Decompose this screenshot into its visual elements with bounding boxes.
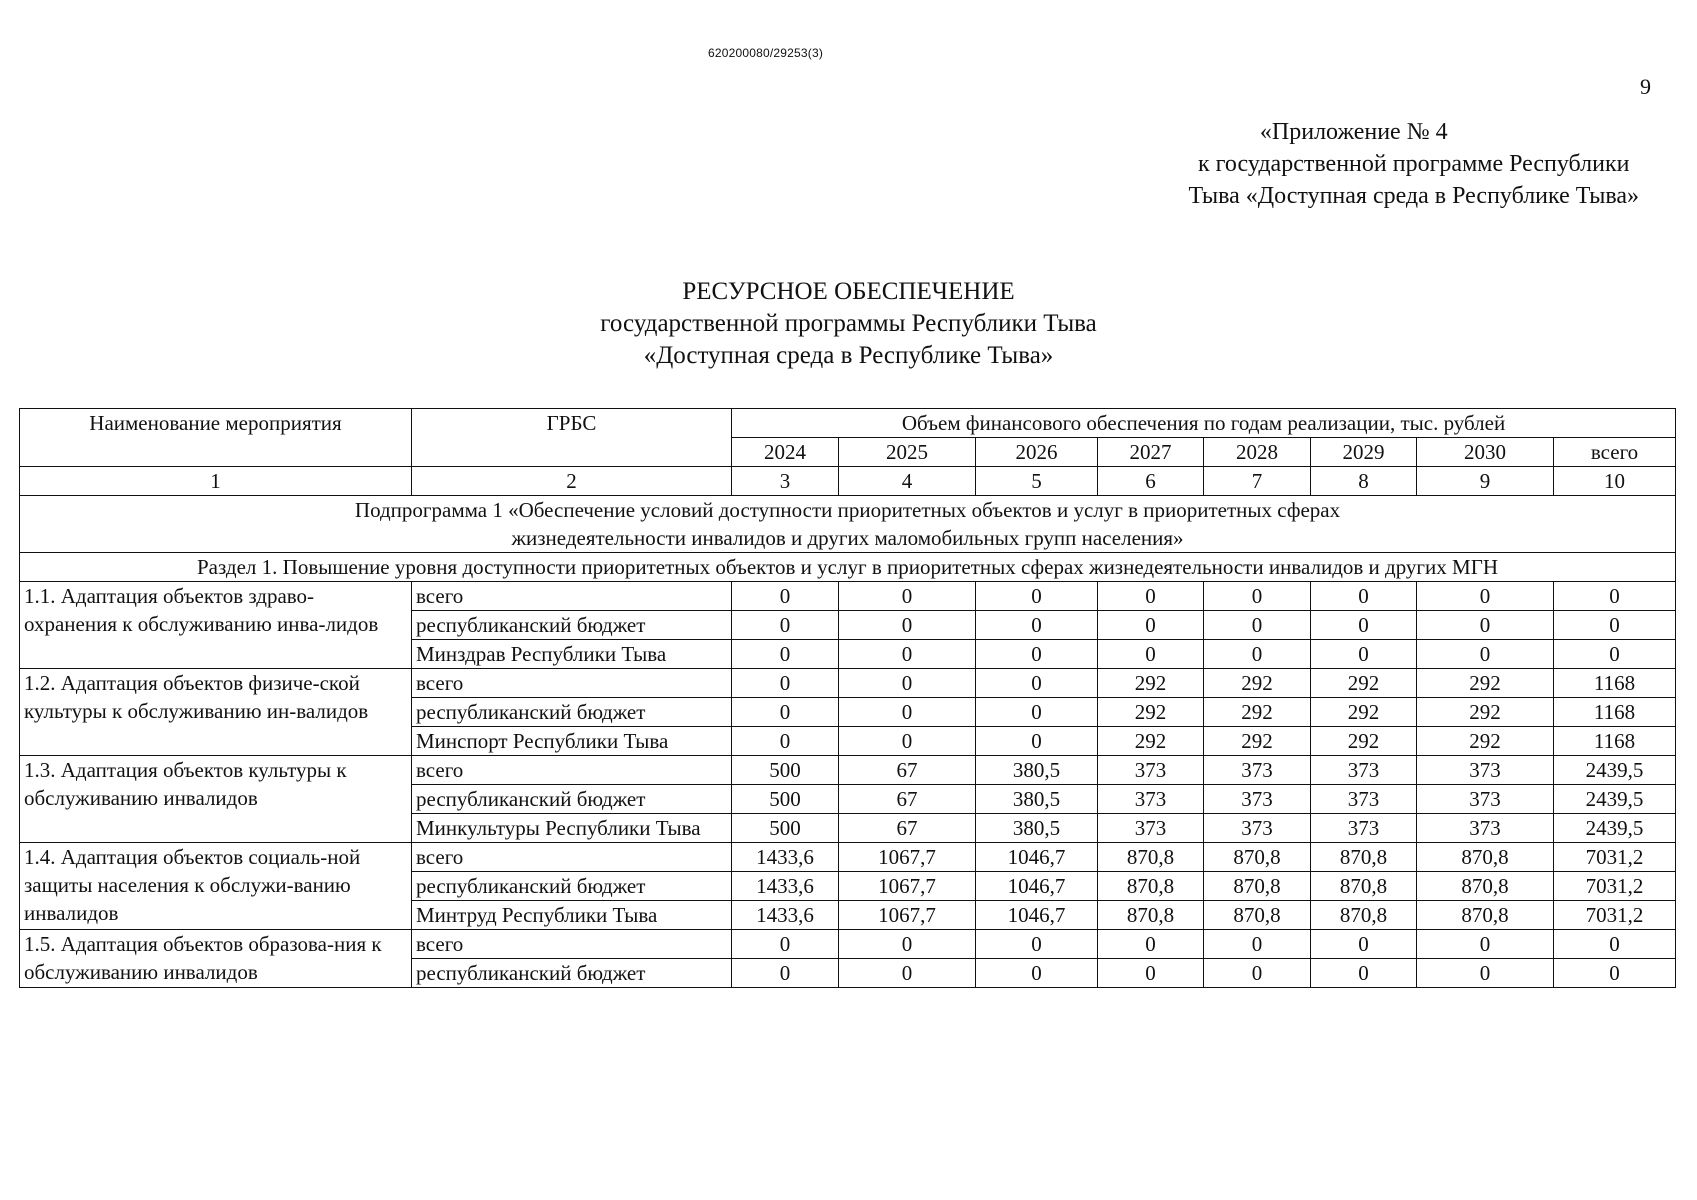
value-cell: 1046,7 (976, 901, 1098, 930)
value-cell: 292 (1311, 727, 1417, 756)
value-cell: 292 (1098, 727, 1204, 756)
document-title (0, 276, 1697, 372)
table-row (20, 582, 1676, 611)
value-cell: 0 (732, 727, 839, 756)
value-cell: 292 (1417, 698, 1554, 727)
title-line-2: государственной программы Республики Тыва (600, 310, 1097, 337)
value-cell: 292 (1311, 669, 1417, 698)
value-cell: 2439,5 (1554, 814, 1676, 843)
header-grbs: ГРБС (412, 409, 732, 467)
value-cell: 870,8 (1311, 872, 1417, 901)
grbs-cell: всего (412, 930, 732, 959)
table-row (20, 843, 1676, 872)
activity-name: 1.2. Адаптация объектов физиче-ской культуры к обслуживанию ин-валидов (20, 669, 412, 756)
value-cell: 0 (1417, 611, 1554, 640)
header-year: 2025 (839, 438, 976, 467)
grbs-cell: всего (412, 756, 732, 785)
value-cell: 1433,6 (732, 872, 839, 901)
header-year: всего (1554, 438, 1676, 467)
value-cell: 0 (1204, 611, 1311, 640)
value-cell: 500 (732, 756, 839, 785)
header-year: 2028 (1204, 438, 1311, 467)
column-number: 3 (732, 467, 839, 496)
value-cell: 2439,5 (1554, 785, 1676, 814)
value-cell: 0 (1098, 959, 1204, 988)
value-cell: 373 (1098, 814, 1204, 843)
value-cell: 0 (732, 582, 839, 611)
value-cell: 0 (1417, 582, 1554, 611)
grbs-cell: всего (412, 669, 732, 698)
appendix-line-2: к государственной программе Республики (1198, 151, 1630, 177)
value-cell: 373 (1311, 814, 1417, 843)
page-number: 9 (1640, 74, 1651, 99)
value-cell: 1433,6 (732, 843, 839, 872)
value-cell: 0 (1204, 582, 1311, 611)
value-cell: 0 (839, 959, 976, 988)
subprogram-row (20, 496, 1676, 553)
value-cell: 373 (1204, 785, 1311, 814)
value-cell: 500 (732, 814, 839, 843)
value-cell: 373 (1417, 756, 1554, 785)
value-cell: 373 (1098, 785, 1204, 814)
value-cell: 292 (1204, 698, 1311, 727)
title-line-1: РЕСУРСНОЕ ОБЕСПЕЧЕНИЕ (682, 278, 1015, 305)
header-year: 2027 (1098, 438, 1204, 467)
grbs-cell: республиканский бюджет (412, 872, 732, 901)
header-name: Наименование мероприятия (20, 409, 412, 467)
activity-name: 1.4. Адаптация объектов социаль-ной защиты населения к обслужи-ванию инвалидов (20, 843, 412, 930)
value-cell: 1168 (1554, 669, 1676, 698)
value-cell: 870,8 (1098, 901, 1204, 930)
value-cell: 1067,7 (839, 901, 976, 930)
grbs-cell: всего (412, 582, 732, 611)
value-cell: 373 (1311, 785, 1417, 814)
value-cell: 0 (839, 640, 976, 669)
value-cell: 0 (976, 930, 1098, 959)
value-cell: 0 (839, 698, 976, 727)
value-cell: 870,8 (1417, 843, 1554, 872)
value-cell: 7031,2 (1554, 843, 1676, 872)
header-year: 2030 (1417, 438, 1554, 467)
value-cell: 1168 (1554, 698, 1676, 727)
value-cell: 870,8 (1204, 872, 1311, 901)
value-cell: 0 (976, 640, 1098, 669)
value-cell: 7031,2 (1554, 872, 1676, 901)
value-cell: 0 (839, 727, 976, 756)
grbs-cell: Минздрав Республики Тыва (412, 640, 732, 669)
value-cell: 1168 (1554, 727, 1676, 756)
value-cell: 380,5 (976, 756, 1098, 785)
title-line-3: «Доступная среда в Республике Тыва» (643, 342, 1054, 369)
column-number: 6 (1098, 467, 1204, 496)
value-cell: 0 (1554, 930, 1676, 959)
value-cell: 0 (1311, 930, 1417, 959)
value-cell: 1067,7 (839, 872, 976, 901)
table-row (20, 930, 1676, 959)
grbs-cell: республиканский бюджет (412, 785, 732, 814)
value-cell: 0 (839, 930, 976, 959)
value-cell: 0 (732, 698, 839, 727)
value-cell: 373 (1311, 756, 1417, 785)
column-number: 5 (976, 467, 1098, 496)
value-cell: 67 (839, 814, 976, 843)
grbs-cell: Минспорт Республики Тыва (412, 727, 732, 756)
value-cell: 0 (976, 959, 1098, 988)
value-cell: 0 (1417, 930, 1554, 959)
header-volume: Объем финансового обеспечения по годам реализации, тыс. рублей (732, 409, 1676, 438)
value-cell: 292 (1204, 727, 1311, 756)
value-cell: 1046,7 (976, 843, 1098, 872)
value-cell: 292 (1098, 698, 1204, 727)
value-cell: 0 (1204, 959, 1311, 988)
value-cell: 373 (1417, 814, 1554, 843)
grbs-cell: всего (412, 843, 732, 872)
section-title: Раздел 1. Повышение уровня доступности приоритетных объектов и услуг в приоритетных сферах жизнедеятельности инвалидов и других МГН (20, 553, 1676, 582)
activity-name: 1.1. Адаптация объектов здраво-охранения к обслуживанию инва-лидов (20, 582, 412, 669)
appendix-line-3: Тыва «Доступная среда в Республике Тыва» (1188, 183, 1639, 209)
value-cell: 373 (1204, 756, 1311, 785)
value-cell: 0 (1554, 959, 1676, 988)
header-year: 2024 (732, 438, 839, 467)
grbs-cell: республиканский бюджет (412, 611, 732, 640)
table-row (20, 669, 1676, 698)
value-cell: 870,8 (1417, 872, 1554, 901)
grbs-cell: республиканский бюджет (412, 959, 732, 988)
column-number: 1 (20, 467, 412, 496)
value-cell: 0 (1311, 640, 1417, 669)
header-column-numbers-row (20, 467, 1676, 496)
activity-name: 1.5. Адаптация объектов образова-ния к обслуживанию инвалидов (20, 930, 412, 988)
value-cell: 0 (1098, 582, 1204, 611)
value-cell: 0 (1311, 611, 1417, 640)
value-cell: 292 (1311, 698, 1417, 727)
column-number: 2 (412, 467, 732, 496)
table-row (20, 756, 1676, 785)
column-number: 8 (1311, 467, 1417, 496)
value-cell: 0 (732, 930, 839, 959)
value-cell: 2439,5 (1554, 756, 1676, 785)
value-cell: 870,8 (1311, 901, 1417, 930)
column-number: 7 (1204, 467, 1311, 496)
subprogram-line-1: Подпрограмма 1 «Обеспечение условий доступности приоритетных объектов и услуг в приоритетных сферах (354, 498, 1341, 522)
grbs-cell: Минтруд Республики Тыва (412, 901, 732, 930)
value-cell: 0 (839, 582, 976, 611)
value-cell: 0 (1554, 582, 1676, 611)
value-cell: 0 (732, 959, 839, 988)
value-cell: 0 (1311, 582, 1417, 611)
value-cell: 0 (1311, 959, 1417, 988)
document-id: 620200080/29253(3) (708, 46, 824, 60)
value-cell: 373 (1204, 814, 1311, 843)
value-cell: 7031,2 (1554, 901, 1676, 930)
value-cell: 0 (1098, 640, 1204, 669)
value-cell: 0 (1098, 930, 1204, 959)
value-cell: 0 (976, 727, 1098, 756)
appendix-reference (1189, 116, 1639, 212)
value-cell: 0 (732, 640, 839, 669)
appendix-line-1: «Приложение № 4 (1259, 119, 1448, 145)
value-cell: 292 (1417, 727, 1554, 756)
value-cell: 870,8 (1098, 843, 1204, 872)
subprogram-title (20, 496, 1676, 553)
value-cell: 0 (976, 669, 1098, 698)
value-cell: 380,5 (976, 785, 1098, 814)
value-cell: 0 (1417, 959, 1554, 988)
value-cell: 500 (732, 785, 839, 814)
value-cell: 870,8 (1417, 901, 1554, 930)
value-cell: 0 (976, 611, 1098, 640)
value-cell: 870,8 (1311, 843, 1417, 872)
value-cell: 292 (1204, 669, 1311, 698)
value-cell: 373 (1098, 756, 1204, 785)
value-cell: 0 (1204, 640, 1311, 669)
value-cell: 870,8 (1098, 872, 1204, 901)
value-cell: 870,8 (1204, 901, 1311, 930)
column-number: 10 (1554, 467, 1676, 496)
value-cell: 1046,7 (976, 872, 1098, 901)
value-cell: 380,5 (976, 814, 1098, 843)
value-cell: 0 (1204, 930, 1311, 959)
activity-name: 1.3. Адаптация объектов культуры к обслуживанию инвалидов (20, 756, 412, 843)
header-year: 2029 (1311, 438, 1417, 467)
value-cell: 0 (1554, 640, 1676, 669)
grbs-cell: Минкультуры Республики Тыва (412, 814, 732, 843)
value-cell: 292 (1098, 669, 1204, 698)
value-cell: 0 (732, 611, 839, 640)
resource-table (19, 408, 1676, 988)
value-cell: 0 (976, 582, 1098, 611)
value-cell: 0 (1554, 611, 1676, 640)
value-cell: 0 (839, 611, 976, 640)
value-cell: 67 (839, 756, 976, 785)
value-cell: 870,8 (1204, 843, 1311, 872)
value-cell: 0 (976, 698, 1098, 727)
value-cell: 292 (1417, 669, 1554, 698)
value-cell: 0 (1417, 640, 1554, 669)
section-row (20, 553, 1676, 582)
value-cell: 0 (732, 669, 839, 698)
value-cell: 1067,7 (839, 843, 976, 872)
column-number: 9 (1417, 467, 1554, 496)
value-cell: 1433,6 (732, 901, 839, 930)
value-cell: 373 (1417, 785, 1554, 814)
value-cell: 0 (839, 669, 976, 698)
header-row-1 (20, 409, 1676, 438)
value-cell: 0 (1098, 611, 1204, 640)
grbs-cell: республиканский бюджет (412, 698, 732, 727)
subprogram-line-2: жизнедеятельности инвалидов и других маломобильных групп населения» (511, 526, 1184, 550)
value-cell: 67 (839, 785, 976, 814)
column-number: 4 (839, 467, 976, 496)
header-year: 2026 (976, 438, 1098, 467)
